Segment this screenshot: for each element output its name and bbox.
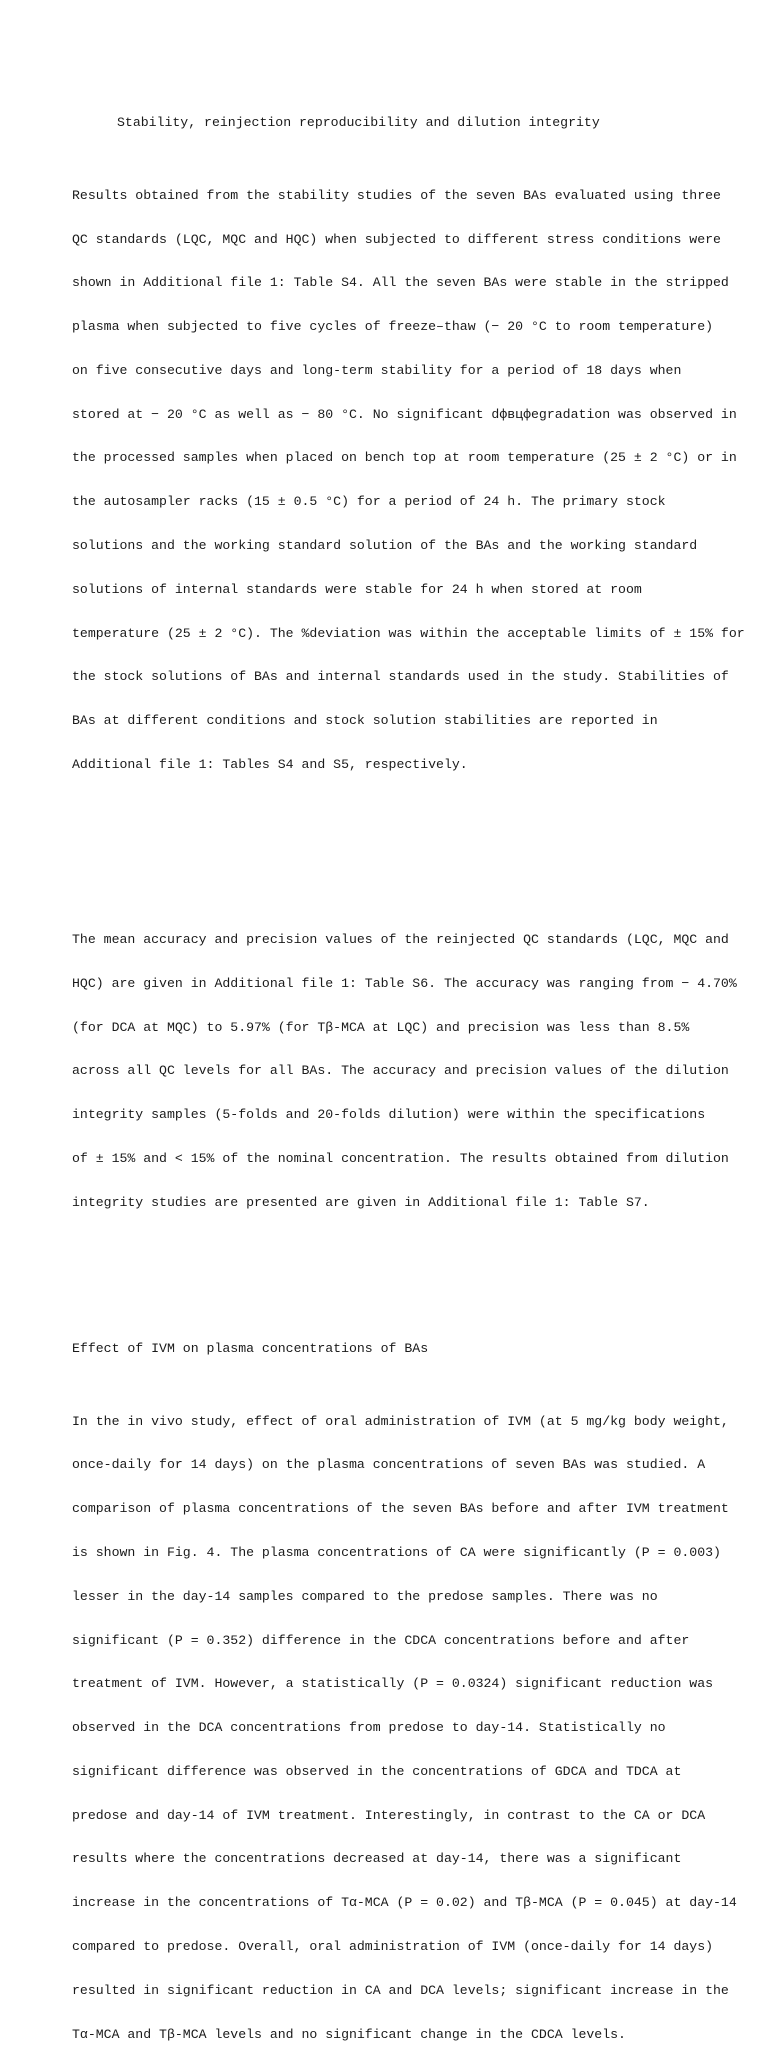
text-line: In the in vivo study, effect of oral administration of IVM (at 5 mg/kg body weight, [72, 1413, 729, 1429]
text-line: integrity studies are presented are given in Additional file 1: Table S7. [72, 1194, 650, 1210]
text-line: QC standards (LQC, MQC and HQC) when subjected to different stress conditions were [72, 231, 721, 247]
text-line: Additional file 1: Tables S4 and S5, respectively. [72, 756, 468, 772]
text-line: predose and day-14 of IVM treatment. Interestingly, in contrast to the CA or DCA [72, 1807, 706, 1823]
text-line: Tα-MCA and Tβ-MCA levels and no significant change in the CDCA levels. [72, 2026, 626, 2042]
text-line: HQC) are given in Additional file 1: Table S6. The accuracy was ranging from − 4.70% [72, 975, 737, 991]
text-line: plasma when subjected to five cycles of freeze–thaw (− 20 °C to room temperature) [72, 319, 714, 335]
text-line: of ± 15% and < 15% of the nominal concentration. The results obtained from dilution [72, 1150, 729, 1166]
section-heading-ivm-effect: Effect of IVM on plasma concentrations of BAs [72, 1340, 429, 1356]
paragraph-spacer [72, 845, 712, 860]
text-line: shown in Additional file 1: Table S4. All the seven BAs were stable in the stripped [72, 275, 729, 291]
text-line: solutions of internal standards were stable for 24 h when stored at room [72, 581, 642, 597]
text-line: significant (P = 0.352) difference in the CDCA concentrations before and after [72, 1632, 690, 1648]
text-line: across all QC levels for all BAs. The accuracy and precision values of the dilution [72, 1063, 729, 1079]
text-line: (for DCA at MQC) to 5.97% (for Tβ-MCA at LQC) and precision was less than 8.5% [72, 1019, 690, 1035]
text-line: compared to predose. Overall, oral administration of IVM (once-daily for 14 days) [72, 1939, 714, 1954]
paragraph-ivm-effect [72, 1385, 737, 2048]
section-heading-stability: Stability, reinjection reproducibility and dilution integrity [117, 114, 600, 130]
text-line: stored at − 20 °C as well as − 80 °C. No significant dфвцфegradation was observed in [72, 406, 737, 422]
text-line: lesser in the day-14 samples compared to the predose samples. There was no [72, 1588, 658, 1604]
text-line: is shown in Fig. 4. The plasma concentrations of CA were significantly (P = 0.003) [72, 1544, 721, 1560]
text-line: the processed samples when placed on bench top at room temperature (25 ± 2 °C) or in [72, 450, 737, 466]
text-line: comparison of plasma concentrations of the seven BAs before and after IVM treatment [72, 1501, 729, 1517]
text-line: on five consecutive days and long-term stability for a period of 18 days when [72, 362, 682, 378]
text-line: increase in the concentrations of Tα-MCA (P = 0.02) and Tβ-MCA (P = 0.045) at day-14 [72, 1895, 737, 1911]
text-line: the autosampler racks (15 ± 0.5 °C) for a period of 24 h. The primary stock [72, 494, 666, 510]
text-line: solutions and the working standard solution of the BAs and the working standard [72, 538, 698, 553]
text-line: resulted in significant reduction in CA and DCA levels; significant increase in the [72, 1982, 729, 1998]
paragraph-stability [72, 160, 745, 802]
text-line: treatment of IVM. However, a statistically (P = 0.0324) significant reduction was [72, 1676, 714, 1692]
text-line: integrity samples (5-folds and 20-folds dilution) were within the specifications [72, 1107, 706, 1123]
text-line: The mean accuracy and precision values of the reinjected QC standards (LQC, MQC and [72, 932, 729, 948]
text-line: Results obtained from the stability studies of the seven BAs evaluated using three [72, 187, 721, 203]
paragraph-spacer [72, 1283, 712, 1298]
text-line: observed in the DCA concentrations from predose to day-14. Statistically no [72, 1720, 666, 1736]
text-line: BAs at different conditions and stock solution stabilities are reported in [72, 713, 658, 729]
text-line: results where the concentrations decreased at day-14, there was a significant [72, 1851, 682, 1867]
paragraph-reinjection [72, 904, 737, 1240]
text-line: significant difference was observed in the concentrations of GDCA and TDCA at [72, 1763, 682, 1779]
document-page [72, 72, 745, 2048]
text-line: once-daily for 14 days) on the plasma concentrations of seven BAs was studied. A [72, 1457, 706, 1473]
text-line: the stock solutions of BAs and internal standards used in the study. Stabilities of [72, 669, 729, 685]
text-line: temperature (25 ± 2 °C). The %deviation was within the acceptable limits of ± 15% for [72, 625, 745, 641]
